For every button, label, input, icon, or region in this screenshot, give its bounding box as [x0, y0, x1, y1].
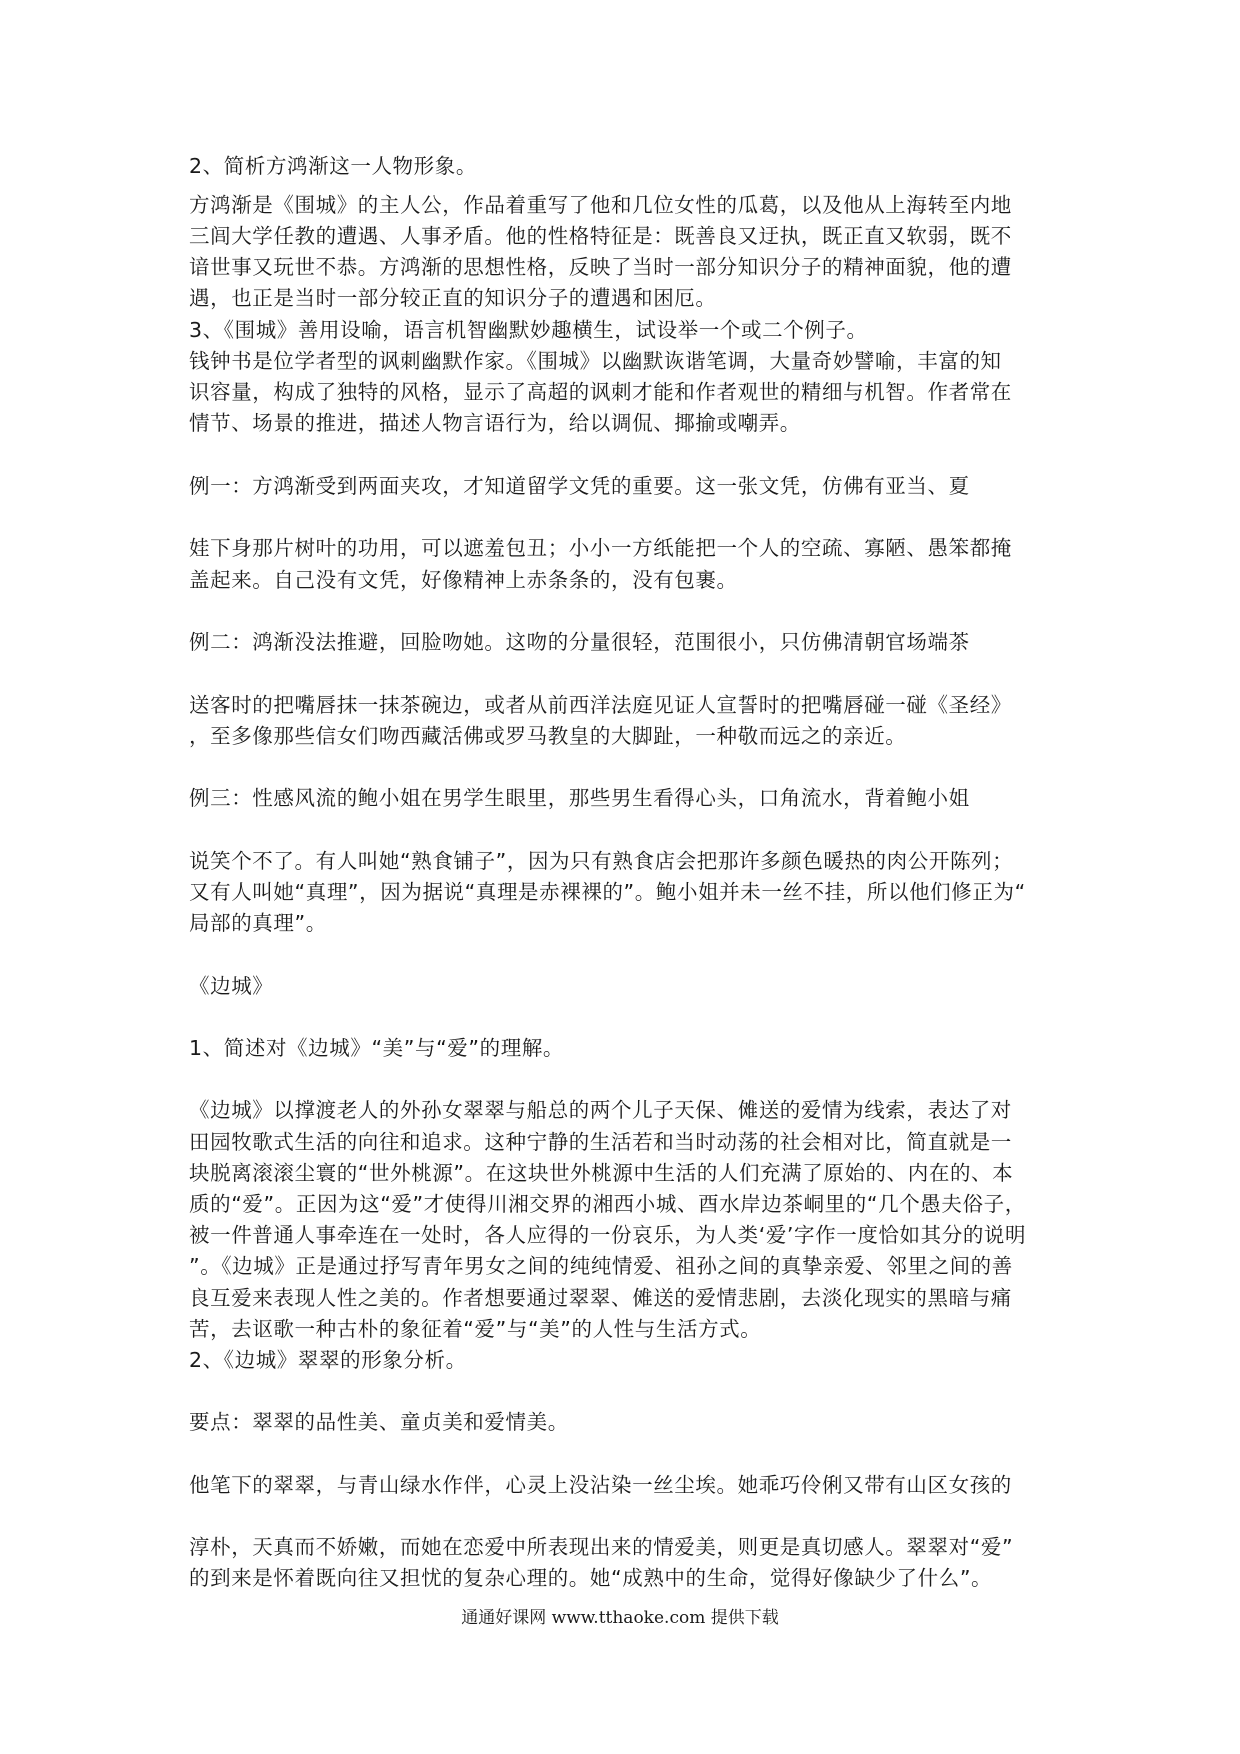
page-footer: 通通好课网 www.tthaoke.com 提供下载 [461, 1608, 779, 1628]
text-line: 质的“爱”。正因为这“爱”才使得川湘交界的湘西小城、酉水岸边茶峒里的“几个愚夫俗子， [189, 1192, 1026, 1216]
text-line: 方鸿渐是《围城》的主人公，作品着重写了他和几位女性的瓜葛，以及他从上海转至内地 [189, 193, 1012, 217]
text-line: 2、简析方鸿渐这一人物形象。 [189, 154, 477, 178]
text-line: 送客时的把嘴唇抹一抹茶碗边，或者从前西洋法庭见证人宣誓时的把嘴唇碰一碰《圣经》 [189, 693, 1012, 717]
text-line: 局部的真理”。 [189, 911, 327, 935]
text-line: 块脱离滚滚尘寰的“世外桃源”。在这块世外桃源中生活的人们充满了原始的、内在的、本 [189, 1161, 1014, 1185]
text-line: 的到来是怀着既向往又担忧的复杂心理的。她“成熟中的生命，觉得好像缺少了什么”。 [189, 1566, 993, 1590]
text-line: 例三：性感风流的鲍小姐在男学生眼里，那些男生看得心头，口角流水，背着鲍小姐 [189, 786, 970, 810]
text-line: 2、《边城》翠翠的形象分析。 [189, 1348, 467, 1372]
text-line: 被一件普通人事牵连在一处时，各人应得的一份哀乐，为人类‘爱’字作一度恰如其分的说明 [189, 1223, 1027, 1247]
text-line: 淳朴，天真而不娇嫩，而她在恋爱中所表现出来的情爱美，则更是真切感人。翠翠对“爱” [189, 1535, 1014, 1559]
text-line: 他笔下的翠翠，与青山绿水作伴，心灵上没沾染一丝尘埃。她乖巧伶俐又带有山区女孩的 [189, 1473, 1012, 1497]
text-line: 三闾大学任教的遭遇、人事矛盾。他的性格特征是：既善良又迂执，既正直又软弱，既不 [189, 224, 1012, 248]
text-line: 谙世事又玩世不恭。方鸿渐的思想性格，反映了当时一部分知识分子的精神面貌，他的遭 [189, 255, 1012, 279]
text-line: ，至多像那些信女们吻西藏活佛或罗马教皇的大脚趾，一种敬而远之的亲近。 [189, 724, 907, 748]
text-line: 盖起来。自己没有文凭，好像精神上赤条条的，没有包裹。 [189, 568, 738, 592]
question-heading: 1、简述对《边城》“美”与“爱”的理解。 [189, 1036, 565, 1060]
text-line: 3、《围城》善用设喻，语言机智幽默妙趣横生，试设举一个或二个例子。 [189, 318, 868, 342]
section-heading: 《边城》 [189, 974, 274, 998]
text-line: 例二：鸿渐没法推避，回脸吻她。这吻的分量很轻，范围很小，只仿佛清朝官场端茶 [189, 630, 970, 654]
text-line: 情节、场景的推进，描述人物言语行为，给以调侃、揶揄或嘲弄。 [189, 411, 801, 435]
text-line: 又有人叫她“真理”，因为据说“真理是赤裸裸的”。鲍小姐并未一丝不挂，所以他们修正为“ [189, 880, 1026, 904]
text-line: ”。《边城》正是通过抒写青年男女之间的纯纯情爱、祖孙之间的真挚亲爱、邻里之间的善 [189, 1254, 1013, 1278]
text-line: 例一：方鸿渐受到两面夹攻，才知道留学文凭的重要。这一张文凭，仿佛有亚当、夏 [189, 474, 970, 498]
text-line: 说笑个不了。有人叫她“熟食铺子”，因为只有熟食店会把那许多颜色暖热的肉公开陈列； [189, 849, 1014, 873]
text-line: 钱钟书是位学者型的讽刺幽默作家。《围城》以幽默诙谐笔调，大量奇妙譬喻，丰富的知 [189, 349, 1002, 373]
text-line: 娃下身那片树叶的功用，可以遮羞包丑；小小一方纸能把一个人的空疏、寡陋、愚笨都掩 [189, 536, 1012, 560]
question-heading: 要点：翠翠的品性美、童贞美和爱情美。 [189, 1410, 569, 1434]
text-line: 良互爱来表现人性之美的。作者想要通过翠翠、傩送的爱情悲剧，去淡化现实的黑暗与痛 [189, 1286, 1012, 1310]
text-line: 遇，也正是当时一部分较正直的知识分子的遭遇和困厄。 [189, 286, 717, 310]
text-line: 苦，去讴歌一种古朴的象征着“爱”与“美”的人性与生活方式。 [189, 1317, 762, 1341]
text-line: 识容量，构成了独特的风格，显示了高超的讽刺才能和作者观世的精细与机智。作者常在 [189, 380, 1012, 404]
text-line: 田园牧歌式生活的向往和追求。这种宁静的生活若和当时动荡的社会相对比，简直就是一 [189, 1130, 1012, 1154]
text-line: 《边城》以撑渡老人的外孙女翠翠与船总的两个儿子天保、傩送的爱情为线索，表达了对 [189, 1098, 1012, 1122]
